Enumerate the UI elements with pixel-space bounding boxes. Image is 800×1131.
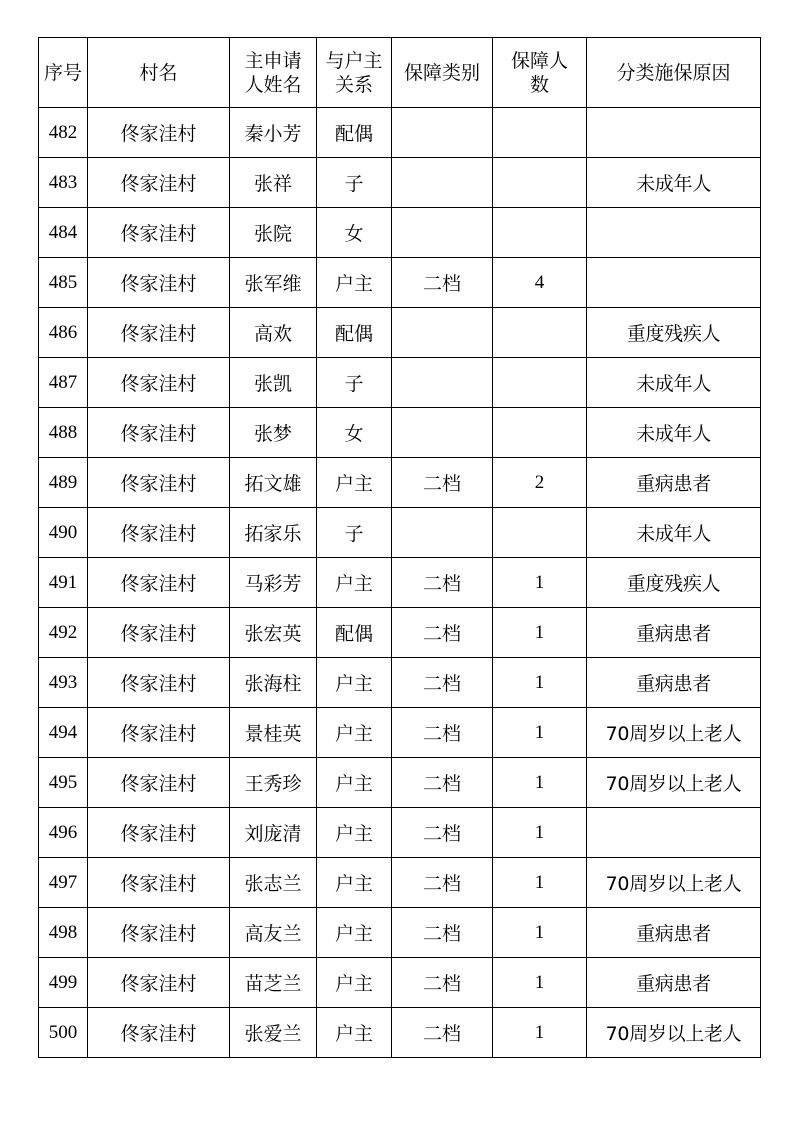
cell-count: 1	[493, 758, 587, 808]
cell-relation: 女	[317, 408, 392, 458]
table-row	[39, 958, 761, 1008]
cell-relation: 子	[317, 158, 392, 208]
cell-village: 佟家洼村	[88, 708, 230, 758]
cell-count: 4	[493, 258, 587, 308]
cell-seq: 487	[39, 358, 88, 408]
cell-village: 佟家洼村	[88, 558, 230, 608]
cell-category: 二档	[392, 258, 493, 308]
cell-category: 二档	[392, 558, 493, 608]
cell-applicant-name: 苗芝兰	[230, 958, 317, 1008]
cell-village: 佟家洼村	[88, 908, 230, 958]
cell-relation: 配偶	[317, 308, 392, 358]
cell-reason	[587, 208, 761, 258]
cell-category	[392, 358, 493, 408]
cell-village: 佟家洼村	[88, 158, 230, 208]
cell-relation: 户主	[317, 808, 392, 858]
header-applicant: 主申请人姓名	[230, 38, 317, 108]
table-row	[39, 908, 761, 958]
cell-reason	[587, 808, 761, 858]
cell-seq: 497	[39, 858, 88, 908]
cell-relation: 配偶	[317, 608, 392, 658]
cell-count: 1	[493, 558, 587, 608]
cell-count: 1	[493, 708, 587, 758]
cell-applicant-name: 张院	[230, 208, 317, 258]
table-row	[39, 108, 761, 158]
table-row	[39, 1008, 761, 1058]
assistance-table	[38, 37, 761, 1058]
header-relation: 与户主关系	[317, 38, 392, 108]
cell-applicant-name: 景桂英	[230, 708, 317, 758]
cell-relation: 户主	[317, 258, 392, 308]
cell-village: 佟家洼村	[88, 358, 230, 408]
cell-category: 二档	[392, 958, 493, 1008]
cell-village: 佟家洼村	[88, 508, 230, 558]
table-row	[39, 608, 761, 658]
cell-reason	[587, 108, 761, 158]
cell-seq: 495	[39, 758, 88, 808]
cell-count	[493, 108, 587, 158]
cell-reason: 重度残疾人	[587, 558, 761, 608]
cell-village: 佟家洼村	[88, 208, 230, 258]
cell-category: 二档	[392, 658, 493, 708]
cell-applicant-name: 张志兰	[230, 858, 317, 908]
cell-applicant-name: 高友兰	[230, 908, 317, 958]
document-page	[38, 37, 761, 1058]
cell-village: 佟家洼村	[88, 608, 230, 658]
cell-village: 佟家洼村	[88, 858, 230, 908]
cell-seq: 494	[39, 708, 88, 758]
cell-reason: 重病患者	[587, 608, 761, 658]
cell-reason: 未成年人	[587, 408, 761, 458]
cell-category	[392, 508, 493, 558]
cell-applicant-name: 张海柱	[230, 658, 317, 708]
cell-seq: 493	[39, 658, 88, 708]
cell-applicant-name: 王秀珍	[230, 758, 317, 808]
table-row	[39, 458, 761, 508]
cell-reason: 重病患者	[587, 958, 761, 1008]
cell-village: 佟家洼村	[88, 308, 230, 358]
cell-category: 二档	[392, 758, 493, 808]
cell-count: 1	[493, 608, 587, 658]
cell-count: 1	[493, 958, 587, 1008]
cell-applicant-name: 拓家乐	[230, 508, 317, 558]
cell-category: 二档	[392, 908, 493, 958]
cell-reason: 70周岁以上老人	[587, 1008, 761, 1058]
cell-seq: 489	[39, 458, 88, 508]
cell-reason: 70周岁以上老人	[587, 708, 761, 758]
cell-reason: 重病患者	[587, 658, 761, 708]
cell-count: 2	[493, 458, 587, 508]
cell-relation: 子	[317, 508, 392, 558]
cell-applicant-name: 张军维	[230, 258, 317, 308]
table-row	[39, 408, 761, 458]
cell-count: 1	[493, 908, 587, 958]
cell-relation: 户主	[317, 758, 392, 808]
cell-reason: 未成年人	[587, 358, 761, 408]
cell-category	[392, 108, 493, 158]
cell-reason: 70周岁以上老人	[587, 758, 761, 808]
cell-category: 二档	[392, 858, 493, 908]
header-seq: 序号	[39, 38, 88, 108]
cell-relation: 户主	[317, 458, 392, 508]
cell-reason: 70周岁以上老人	[587, 858, 761, 908]
cell-seq: 485	[39, 258, 88, 308]
cell-seq: 499	[39, 958, 88, 1008]
table-row	[39, 658, 761, 708]
cell-count	[493, 208, 587, 258]
header-reason: 分类施保原因	[587, 38, 761, 108]
cell-relation: 户主	[317, 908, 392, 958]
cell-applicant-name: 张祥	[230, 158, 317, 208]
cell-count: 1	[493, 658, 587, 708]
cell-seq: 482	[39, 108, 88, 158]
cell-count	[493, 358, 587, 408]
cell-reason	[587, 258, 761, 308]
cell-category	[392, 408, 493, 458]
cell-reason: 未成年人	[587, 158, 761, 208]
cell-village: 佟家洼村	[88, 458, 230, 508]
cell-seq: 498	[39, 908, 88, 958]
cell-relation: 户主	[317, 558, 392, 608]
cell-relation: 子	[317, 358, 392, 408]
cell-applicant-name: 高欢	[230, 308, 317, 358]
cell-village: 佟家洼村	[88, 808, 230, 858]
cell-village: 佟家洼村	[88, 408, 230, 458]
header-category: 保障类别	[392, 38, 493, 108]
cell-count	[493, 308, 587, 358]
cell-count: 1	[493, 858, 587, 908]
header-village: 村名	[88, 38, 230, 108]
cell-applicant-name: 拓文雄	[230, 458, 317, 508]
cell-category: 二档	[392, 1008, 493, 1058]
table-row	[39, 308, 761, 358]
cell-applicant-name: 秦小芳	[230, 108, 317, 158]
cell-reason: 未成年人	[587, 508, 761, 558]
cell-village: 佟家洼村	[88, 658, 230, 708]
cell-reason: 重病患者	[587, 458, 761, 508]
cell-relation: 户主	[317, 858, 392, 908]
cell-seq: 500	[39, 1008, 88, 1058]
cell-village: 佟家洼村	[88, 1008, 230, 1058]
cell-count: 1	[493, 808, 587, 858]
cell-seq: 496	[39, 808, 88, 858]
cell-applicant-name: 张凯	[230, 358, 317, 408]
cell-seq: 492	[39, 608, 88, 658]
cell-relation: 户主	[317, 958, 392, 1008]
cell-village: 佟家洼村	[88, 258, 230, 308]
table-row	[39, 358, 761, 408]
cell-relation: 配偶	[317, 108, 392, 158]
cell-count	[493, 408, 587, 458]
cell-relation: 户主	[317, 658, 392, 708]
header-row	[39, 38, 761, 108]
cell-village: 佟家洼村	[88, 958, 230, 1008]
cell-relation: 户主	[317, 1008, 392, 1058]
cell-category: 二档	[392, 808, 493, 858]
cell-category: 二档	[392, 458, 493, 508]
cell-relation: 女	[317, 208, 392, 258]
cell-applicant-name: 张宏英	[230, 608, 317, 658]
cell-applicant-name: 张梦	[230, 408, 317, 458]
cell-reason: 重度残疾人	[587, 308, 761, 358]
cell-village: 佟家洼村	[88, 108, 230, 158]
cell-seq: 490	[39, 508, 88, 558]
table-row	[39, 558, 761, 608]
cell-applicant-name: 张爱兰	[230, 1008, 317, 1058]
table-row	[39, 208, 761, 258]
table-body	[39, 108, 761, 1058]
cell-category	[392, 308, 493, 358]
cell-count: 1	[493, 1008, 587, 1058]
table-row	[39, 808, 761, 858]
table-row	[39, 158, 761, 208]
cell-seq: 488	[39, 408, 88, 458]
cell-seq: 484	[39, 208, 88, 258]
cell-reason: 重病患者	[587, 908, 761, 958]
cell-seq: 483	[39, 158, 88, 208]
table-row	[39, 508, 761, 558]
cell-count	[493, 508, 587, 558]
table-row	[39, 858, 761, 908]
cell-applicant-name: 马彩芳	[230, 558, 317, 608]
cell-applicant-name: 刘庞清	[230, 808, 317, 858]
cell-relation: 户主	[317, 708, 392, 758]
table-row	[39, 258, 761, 308]
table-row	[39, 708, 761, 758]
cell-category	[392, 158, 493, 208]
table-row	[39, 758, 761, 808]
cell-category: 二档	[392, 608, 493, 658]
cell-seq: 491	[39, 558, 88, 608]
cell-village: 佟家洼村	[88, 758, 230, 808]
cell-category	[392, 208, 493, 258]
cell-category: 二档	[392, 708, 493, 758]
header-count: 保障人数	[493, 38, 587, 108]
cell-count	[493, 158, 587, 208]
cell-seq: 486	[39, 308, 88, 358]
